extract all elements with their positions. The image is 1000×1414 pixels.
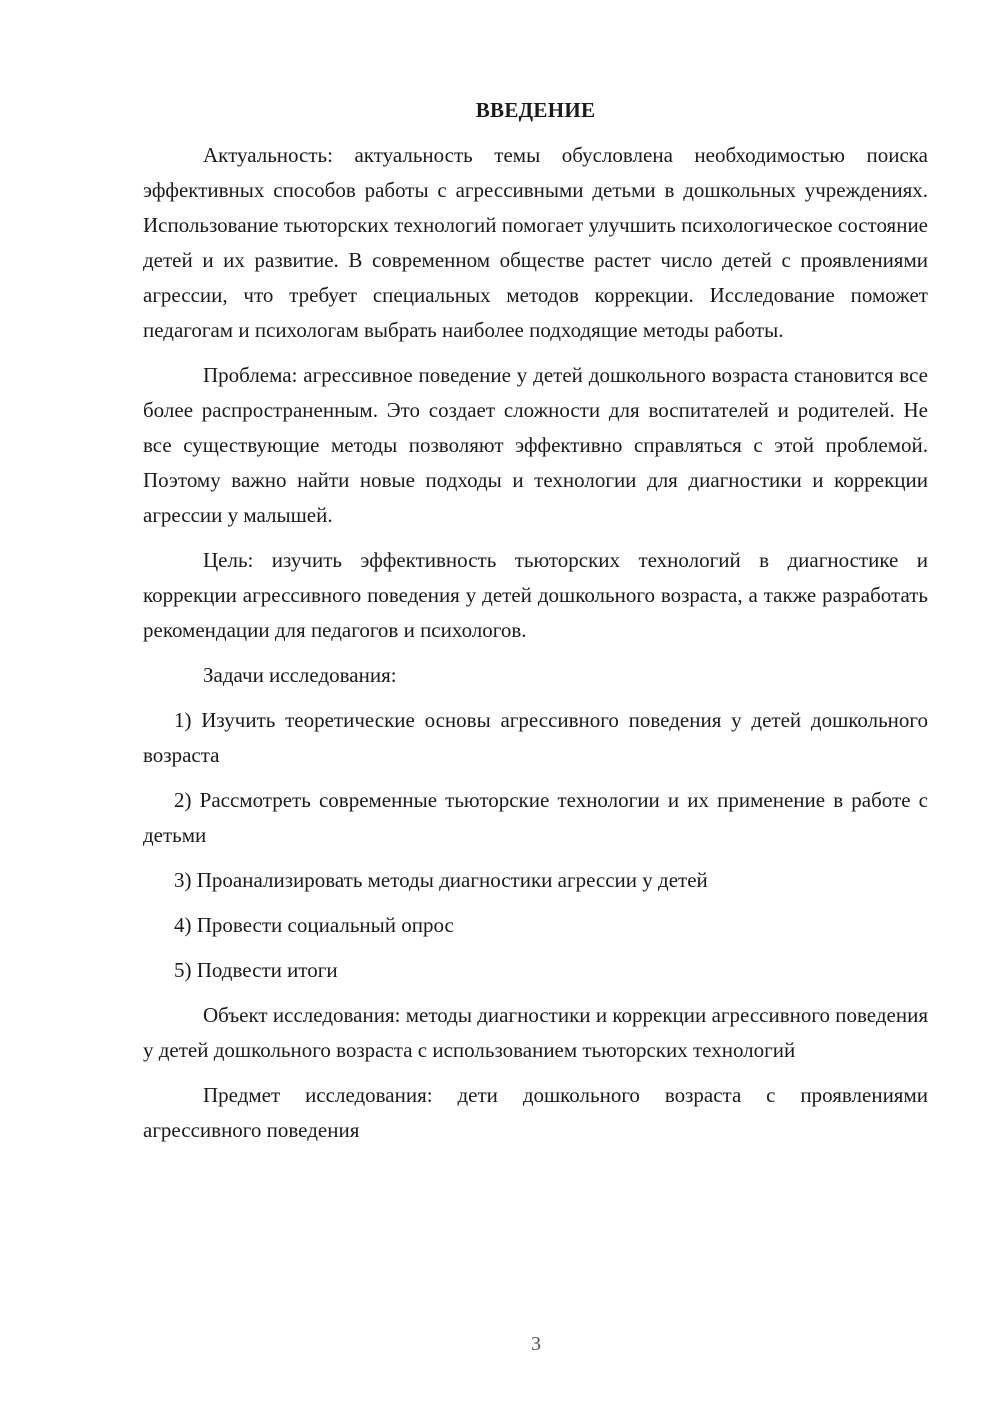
problem-paragraph: Проблема: агрессивное поведение у детей дошкольного возраста становится все более распространенным. Это создает сложности для воспитателей и родителей. Не все существующие методы позволяют эффективно справляться с этой проблемой. Поэтому важно найти новые подходы и технологии для диагностики и коррекции агрессии у малышей.	[143, 363, 928, 527]
relevance-paragraph: Актуальность: актуальность темы обусловлена необходимостью поиска эффективных способов работы с агрессивными детьми в дошкольных учреждениях. Использование тьюторских технологий помогает улучшить психологическое состояние детей и их развитие. В современном обществе растет число детей с проявлениями агрессии, что требует специальных методов коррекции. Исследование поможет педагогам и психологам выбрать наиболее подходящие методы работы.	[143, 143, 928, 342]
tasks-heading: Задачи исследования:	[203, 663, 397, 687]
task-item-1: 1) Изучить теоретические основы агрессивного поведения у детей дошкольного возраста	[143, 708, 928, 767]
object-paragraph: Объект исследования: методы диагностики и коррекции агрессивного поведения у детей дошкольного возраста с использованием тьюторских технологий	[143, 1003, 928, 1062]
task-item-3: 3) Проанализировать методы диагностики агрессии у детей	[174, 868, 708, 892]
task-item-4: 4) Провести социальный опрос	[174, 913, 454, 937]
task-item-2: 2) Рассмотреть современные тьюторские технологии и их применение в работе с детьми	[143, 788, 928, 847]
page-number: 3	[531, 1333, 541, 1355]
goal-paragraph: Цель: изучить эффективность тьюторских технологий в диагностике и коррекции агрессивного поведения у детей дошкольного возраста, а также разработать рекомендации для педагогов и психологов.	[143, 548, 928, 642]
page-content	[143, 93, 928, 1158]
section-title: ВВЕДЕНИЕ	[475, 98, 596, 122]
task-item-5: 5) Подвести итоги	[174, 958, 338, 982]
subject-paragraph: Предмет исследования: дети дошкольного возраста с проявлениями агрессивного поведения	[143, 1083, 928, 1142]
